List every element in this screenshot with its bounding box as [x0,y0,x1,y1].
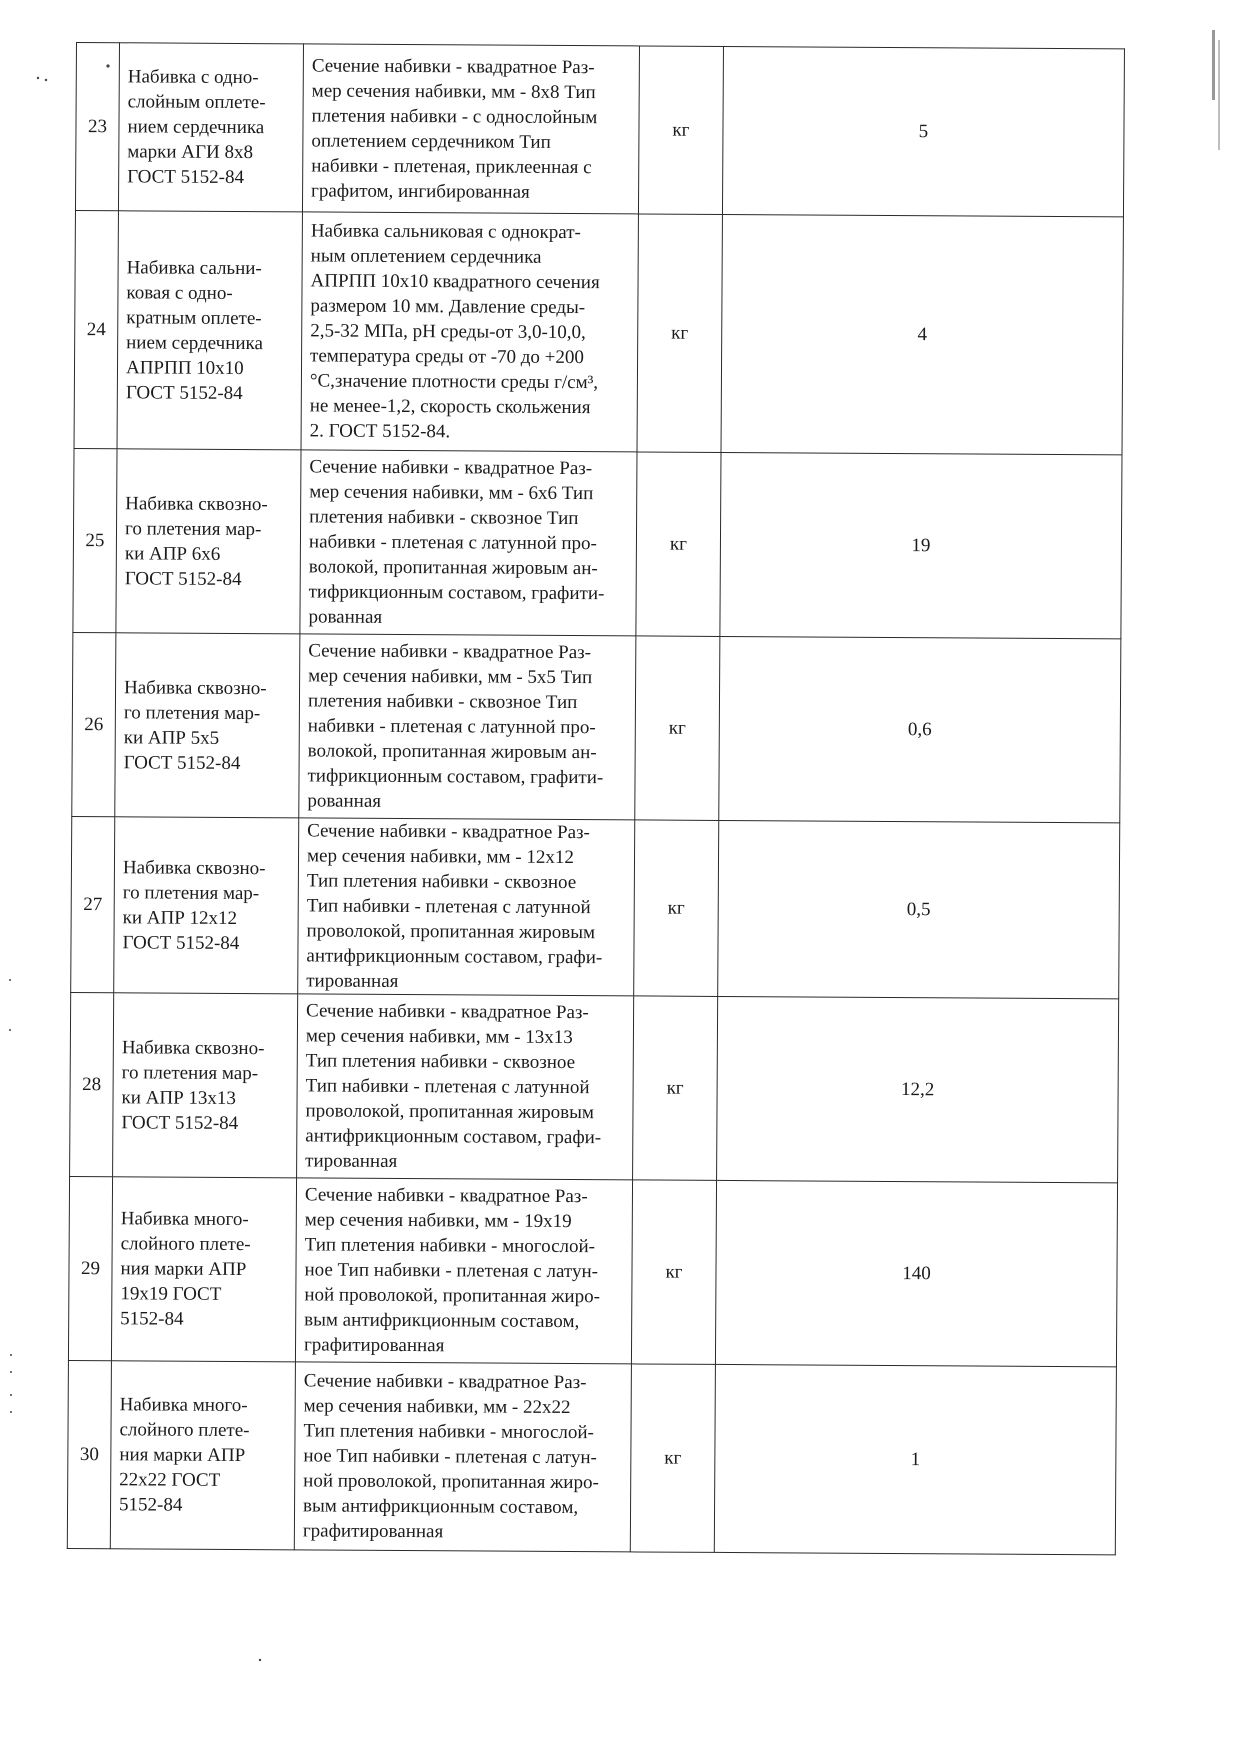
row-number: 26 [84,714,104,736]
unit-of-measure-cell [636,452,721,637]
item-name-cell [117,211,302,450]
unit-of-measure: кг [669,533,688,555]
quantity: 1 [910,1449,921,1471]
unit-of-measure: кг [665,1261,683,1283]
table-row [72,632,1121,822]
row-number: 25 [85,530,105,552]
item-name: Набивка сальни- ковая с одно- кратным оплете- нием сердечника АПРПП 10x10 ГОСТ 5152-84 [125,256,264,404]
unit-of-measure: кг [667,897,685,919]
row-number: 29 [80,1258,101,1280]
unit-of-measure: кг [668,717,686,739]
quantity: 19 [911,535,931,557]
unit-of-measure-cell [634,820,719,997]
quantity-cell [722,46,1124,216]
item-description-cell [294,1362,631,1552]
item-description: Сечение набивки - квадратное Раз- мер сечения набивки, мм - 5x5 Тип плетения набивки - сквозное Тип набивки - плетеная с латунной про- волокой, пропитанная жировым ан- тифрикционным составом, графити- рованная [307,640,604,812]
unit-of-measure-cell [635,636,720,821]
unit-of-measure: кг [666,1077,684,1099]
row-number: 28 [82,1074,102,1096]
unit-of-measure-cell [630,1364,715,1553]
item-name-cell [110,1361,295,1550]
item-description-cell [297,994,634,1180]
item-description: Сечение набивки - квадратное Раз- мер сечения набивки, мм - 6x6 Тип плетения набивки - сквозное Тип набивки - плетеная с латунной про- волокой, пропитанная жировым ан- тифрикционным составом, графити- рованная [308,456,605,628]
quantity: 5 [918,121,929,143]
table-row [67,1360,1116,1554]
item-description: Сечение набивки - квадратное Раз- мер сечения набивки, мм - 12x12 Тип плетения набивки - сквозное Тип набивки - плетеная с латунной проволокой, пропитанная жировым антифрикционным составом, графи- тированная [306,820,603,992]
item-name: Набивка сквозно- го плетения мар- ки АПР 12x12 ГОСТ 5152-84 [122,856,266,954]
table-row [74,210,1123,454]
row-number: 27 [83,894,103,916]
quantity-cell [721,214,1123,454]
item-description-cell [295,1178,632,1364]
unit-of-measure-cell [637,214,722,453]
unit-of-measure: кг [671,322,689,344]
row-number-cell [71,816,115,992]
item-name: Набивка сквозно- го плетения мар- ки АПР 6x6 ГОСТ 5152-84 [124,492,268,590]
item-name-cell [116,449,301,634]
item-description: Сечение набивки - квадратное Раз- мер сечения набивки, мм - 22x22 Тип плетения набивки - многослой- ное Тип набивки - плетеная с латун- ной проволокой, пропитанная жиро- вым антифрикционным составом, графитированная [302,1370,599,1543]
item-description-cell [300,450,637,636]
item-name: Набивка сквозно- го плетения мар- ки АПР 5x5 ГОСТ 5152-84 [123,676,267,774]
quantity-cell [715,1180,1117,1366]
quantity-cell [718,820,1120,998]
row-number-cell [73,448,117,632]
quantity: 0,6 [907,719,932,741]
item-description-cell [299,634,636,820]
item-name: Набивка много- слойного плете- ния марки АПР 19x19 ГОСТ 5152-84 [120,1208,251,1330]
quantity-cell [720,452,1122,638]
row-number-cell [74,210,118,448]
item-name: Набивка с одно- слойным оплете- нием сердечника марки АГИ 8x8 ГОСТ 5152-84 [127,66,266,189]
row-number: 23 [87,116,108,138]
item-description-cell [302,44,639,214]
specification-table [67,42,1125,1555]
item-name-cell [114,817,299,994]
unit-of-measure-cell [631,1180,716,1365]
row-number: 30 [79,1444,99,1466]
unit-of-measure-cell [638,46,723,215]
table-row [68,1176,1117,1366]
unit-of-measure-cell [633,996,718,1181]
unit-of-measure: кг [672,119,690,141]
row-number-cell [75,43,119,211]
quantity-cell [714,1364,1116,1554]
row-number-cell [68,1176,112,1360]
item-description: Сечение набивки - квадратное Раз- мер сечения набивки, мм - 13x13 Тип плетения набивки - сквозное Тип набивки - плетеная с латунной проволокой, пропитанная жировым антифрикционным составом, графи- тированная [305,1000,602,1172]
row-number-cell [72,632,116,816]
row-number-cell [70,992,114,1176]
quantity: 12,2 [900,1079,935,1101]
quantity: 140 [902,1263,931,1285]
item-description-cell [301,212,638,452]
item-name-cell [113,993,298,1178]
quantity-cell [717,996,1119,1182]
item-description: Сечение набивки - квадратное Раз- мер сечения набивки, мм - 19x19 Тип плетения набивки - многослой- ное Тип набивки - плетеная с латун- ной проволокой, пропитанная жиро- вым антифрикционным составом, графитированная [303,1184,601,1357]
table-row [75,43,1124,217]
item-name: Набивка сквозно- го плетения мар- ки АПР 13x13 ГОСТ 5152-84 [121,1036,265,1134]
item-description: Сечение набивки - квадратное Раз- мер сечения набивки, мм - 8x8 Тип плетения набивки - с однослойным оплетением сердечником Тип набивки - плетеная, приклеенная с графитом, ингибированная [311,54,598,203]
quantity: 4 [917,324,928,346]
table-row [71,816,1120,998]
row-number-cell [67,1360,111,1548]
quantity-cell [719,636,1121,822]
row-number: 24 [86,319,106,341]
item-description: Набивка сальниковая с однократ- ным оплетением сердечника АПРПП 10x10 квадратного сечения размером 10 мм. Давление среды- 2,5-32 МПа, pH среды-от 3,0-10,0, температура среды от -70 до +200 °С,значение плотности среды г/см³, не менее-1,2, скорость скольжения 2. ГОСТ 5152-84. [309,220,600,443]
item-name: Набивка много- слойного плете- ния марки АПР 22x22 ГОСТ 5152-84 [119,1394,250,1516]
item-description-cell [298,818,635,996]
table-row [70,992,1119,1182]
item-name-cell [118,43,303,212]
quantity: 0,5 [906,899,931,921]
item-name-cell [111,1177,296,1362]
table-body [67,43,1124,1555]
item-name-cell [115,633,300,818]
table-row [73,448,1122,638]
unit-of-measure: кг [664,1447,682,1469]
